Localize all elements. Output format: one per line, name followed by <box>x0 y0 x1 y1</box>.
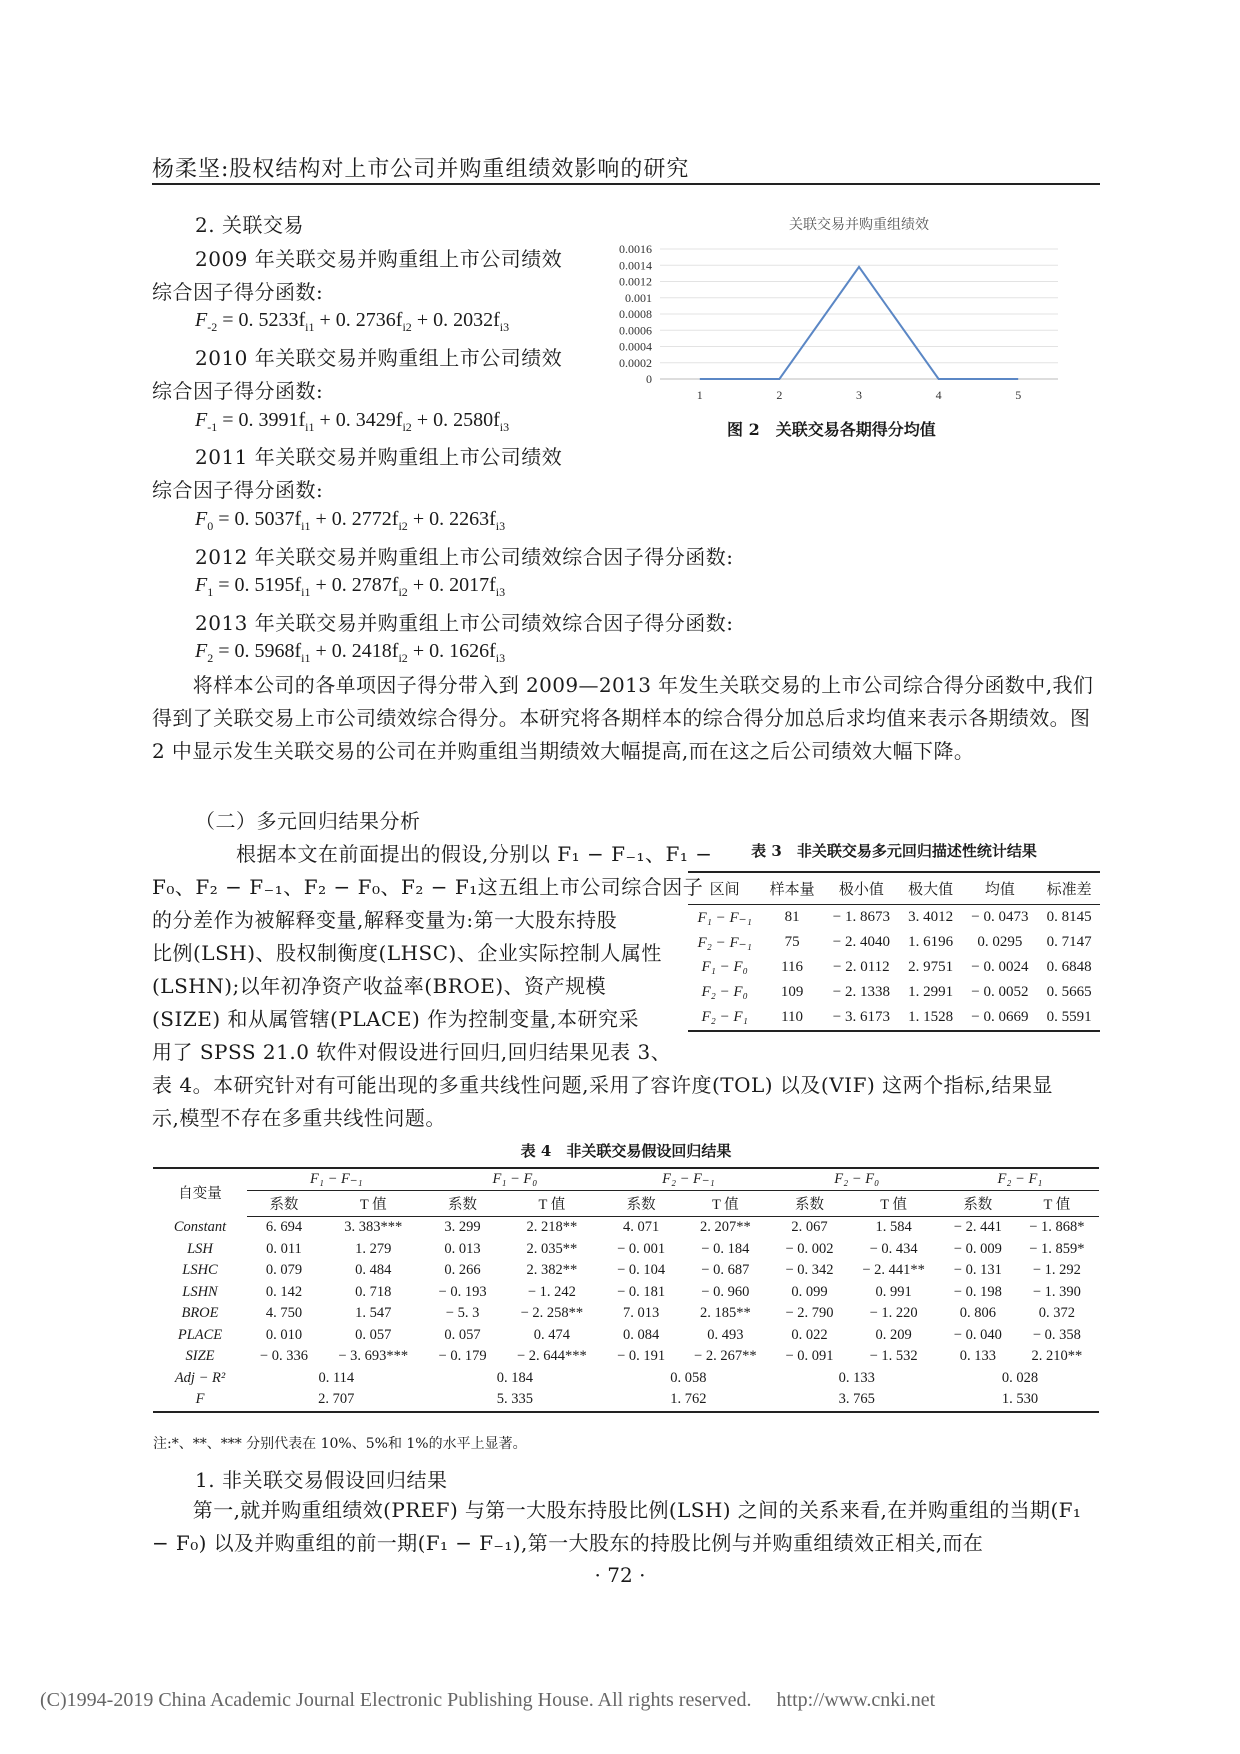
text-2011-b: 综合因子得分函数: <box>152 478 324 502</box>
table3-cell: − 3. 6173 <box>823 1005 900 1031</box>
table4-cell: 0. 057 <box>355 1326 392 1343</box>
table3-header-3: 极大值 <box>900 872 962 905</box>
table4-cell: 5. 335 <box>426 1389 605 1412</box>
text-2010: 2010 年关联交易并购重组上市公司绩效 <box>195 346 563 370</box>
table4-cell: − 2. 258** <box>520 1305 584 1322</box>
table3-header-2: 极小值 <box>823 872 900 905</box>
table3-cell: 0. 5591 <box>1038 1005 1100 1031</box>
table3-cell: 0. 5665 <box>1046 984 1092 1000</box>
table4-cell: − 2. 267** <box>694 1348 757 1365</box>
table3-cell: − 0. 0052 <box>971 984 1029 1000</box>
table3-cell: 1. 6196 <box>908 934 954 950</box>
table4-cell: 0. 099 <box>791 1283 828 1300</box>
table4-cell: 0. 133 <box>838 1369 875 1386</box>
figure-caption: 图 2 关联交易各期得分均值 <box>727 420 936 439</box>
table4-cell: 2. 207** <box>699 1219 751 1236</box>
table4-cell: 0. 084 <box>623 1326 660 1343</box>
table4-cell: − 0. 179 <box>438 1348 487 1365</box>
table3-cell: F₂ − F₀ <box>701 984 748 1000</box>
table4-cell: 2. 218** <box>526 1219 578 1236</box>
table4-cell: − 0. 687 <box>701 1262 750 1279</box>
table4-cell: 0. 806 <box>959 1305 996 1322</box>
table4-cell: 4. 071 <box>623 1219 660 1236</box>
x-tick-label: 1 <box>696 388 703 402</box>
table3-cell: − 0. 0024 <box>971 959 1029 975</box>
table4-cell: − 2. 644*** <box>516 1348 587 1365</box>
x-tick-label: 3 <box>856 388 862 402</box>
table4-cell: 0. 013 <box>444 1240 481 1257</box>
table4-cell: 0. 022 <box>791 1326 828 1343</box>
table4-cell: LSH <box>187 1240 213 1257</box>
formula-2009: $F_{-2} = 0$. $5233f_{i1} + 0$. $2736f_{i2} + 0$. $2032f_{i3}$ <box>195 309 510 334</box>
table3-header-5: 标准差 <box>1038 872 1100 905</box>
x-tick-label: 2 <box>776 388 783 402</box>
table4-sub-header: T 值 <box>1015 1191 1099 1217</box>
table4 <box>153 1167 1099 1413</box>
table4-cell: BROE <box>181 1305 219 1322</box>
table4-cell: 4. 750 <box>265 1305 303 1322</box>
table4-note: 注:*、**、*** 分别代表在 10%、5%和 1%的水平上显著。 <box>153 1436 527 1452</box>
formula-2013: $F_2 = 0$. $5968f_{i1} + 0$. $2418f_{i2} + 0$. $1626f_{i3}$ <box>195 640 506 665</box>
table3-header-4: 均值 <box>961 872 1038 905</box>
table3-cell: F₁ − F₀ <box>701 959 748 975</box>
table4-cell: Constant <box>173 1219 227 1235</box>
table3-header-1: 样本量 <box>761 872 823 905</box>
table4-sub-header: T 值 <box>499 1191 604 1217</box>
table3-cell: − 0. 0473 <box>971 909 1029 925</box>
table4-cell: − 0. 009 <box>953 1240 1002 1257</box>
table4-cell: 3. 299 <box>444 1219 481 1236</box>
table4-sub-header: T 值 <box>846 1191 940 1217</box>
table4-sub-header: 系数 <box>426 1191 500 1217</box>
paragraph-summary: 将样本公司的各单项因子得分带入到 2009—2013 年发生关联交易的上市公司综合得分函数中,我们得到了关联交易上市公司绩效综合得分。本研究将各期样本的综合得分加总后求均值来表示各期绩效。图 2 中显示发生关联交易的公司在并购重组当期绩效大幅提高,而在这之后公司绩效大幅下降。 <box>152 673 1094 763</box>
section2-line6: (SIZE) 和从属管辖(PLACE) 作为控制变量,本研究采 <box>152 1007 639 1031</box>
table3-cell: F₁ − F₋₁ <box>697 910 752 926</box>
table-row <box>688 1005 1100 1031</box>
text-2009-b: 综合因子得分函数: <box>152 280 324 304</box>
table4-cell: Adj − R² <box>174 1369 226 1386</box>
table3-cell: 110 <box>761 1005 823 1031</box>
table-row <box>153 1303 1099 1325</box>
table4-var-header: 自变量 <box>153 1168 247 1217</box>
line-chart <box>598 215 1068 415</box>
running-header: 杨柔坚:股权结构对上市公司并购重组绩效影响的研究 <box>152 157 690 182</box>
table4-cell: − 0. 193 <box>438 1283 487 1300</box>
table4-sub-header: 系数 <box>604 1191 678 1217</box>
table4-cell: − 1. 242 <box>527 1283 576 1300</box>
table4-cell: − 2. 441 <box>953 1219 1002 1236</box>
table4-cell: − 1. 532 <box>869 1348 918 1365</box>
table3-cell: 109 <box>780 984 804 1000</box>
table4-cell: 0. 133 <box>959 1348 996 1365</box>
section2-line8: 表 4。本研究针对有可能出现的多重共线性问题,采用了容许度(TOL) 以及(VIF) 这两个指标,结果显 <box>152 1073 1053 1097</box>
table3-cell: 2. 9751 <box>908 959 954 975</box>
y-tick-label: 0.0016 <box>619 242 652 256</box>
table4-cell: 0. 011 <box>266 1240 302 1257</box>
table4-cell: − 0. 181 <box>617 1283 666 1300</box>
series-line <box>700 267 1018 379</box>
table4-cell: 2. 035** <box>526 1240 578 1257</box>
table4-group-header: F₂ − F₋₁ <box>604 1168 772 1191</box>
table4-sub-header: T 值 <box>678 1191 772 1217</box>
table-row <box>153 1389 1099 1412</box>
section2-line1: 根据本文在前面提出的假设,分别以 F₁ − F₋₁、F₁ − <box>195 842 713 866</box>
section2-line4: 比例(LSH)、股权制衡度(LHSC)、企业实际控制人属性 <box>152 941 662 965</box>
table4-cell: − 0. 184 <box>701 1240 750 1257</box>
header-rule <box>152 183 1100 185</box>
table-row <box>153 1217 1099 1239</box>
table4-group-header: F₂ − F₁ <box>941 1168 1099 1191</box>
table-row <box>688 980 1100 1005</box>
table4-sub-header: T 值 <box>321 1191 426 1217</box>
table3-cell: 81 <box>784 909 800 925</box>
page-number: · 72 · <box>594 1563 646 1587</box>
table4-cell: 2. 185** <box>699 1305 751 1322</box>
section2-line2: F₀、F₂ − F₋₁、F₂ − F₀、F₂ − F₁这五组上市公司综合因子 <box>152 875 704 899</box>
table4-cell: 1. 530 <box>941 1389 1099 1412</box>
table4-cell: − 0. 040 <box>953 1326 1002 1343</box>
table4-cell: 3. 383*** <box>344 1219 403 1236</box>
table3 <box>688 871 1100 1032</box>
table4-cell: − 1. 390 <box>1032 1283 1081 1300</box>
section-title: 2. 关联交易 <box>195 213 304 237</box>
table-row <box>688 905 1100 931</box>
table4-cell: − 0. 191 <box>617 1348 666 1365</box>
table4-cell: 0. 184 <box>496 1369 534 1386</box>
table3-cell: 0. 6848 <box>1046 959 1092 975</box>
table4-cell: 1. 547 <box>355 1305 392 1322</box>
table4-group-header: F₁ − F₀ <box>426 1168 605 1191</box>
y-tick-label: 0 <box>646 372 652 386</box>
table4-cell: − 5. 3 <box>445 1305 480 1322</box>
table4-group-header: F₂ − F₀ <box>773 1168 941 1191</box>
table4-cell: − 3. 693*** <box>338 1348 409 1365</box>
table3-cell: 75 <box>784 934 800 950</box>
table4-sub-header: 系数 <box>247 1191 321 1217</box>
table4-cell: 0. 493 <box>707 1326 744 1343</box>
table3-cell: 0. 8145 <box>1046 909 1092 925</box>
table4-cell: 2. 210** <box>1031 1348 1083 1365</box>
table4-cell: − 0. 001 <box>617 1240 666 1257</box>
y-tick-label: 0.0004 <box>619 339 652 354</box>
table4-cell: 3. 765 <box>773 1389 941 1412</box>
copyright-footer: (C)1994-2019 China Academic Journal Electronic Publishing House. All rights reserved. http://www.cnki.net <box>40 1689 936 1711</box>
table3-cell: − 2. 1338 <box>832 984 890 1000</box>
table4-caption: 表 4 非关联交易假设回归结果 <box>520 1142 732 1160</box>
table4-cell: LSHC <box>182 1262 218 1279</box>
table4-group-header: F₁ − F₋₁ <box>247 1168 426 1191</box>
table3-cell: 0. 7147 <box>1046 934 1092 950</box>
table4-cell: 0. 142 <box>265 1283 303 1300</box>
table4-cell: 2. 067 <box>791 1219 828 1236</box>
table4-cell: − 2. 790 <box>785 1305 834 1322</box>
table-row <box>153 1260 1099 1282</box>
table-row <box>153 1282 1099 1304</box>
table4-cell: 0. 010 <box>265 1326 303 1343</box>
table3-cell: F₂ − F₋₁ <box>697 935 752 951</box>
section2-line7: 用了 SPSS 21.0 软件对假设进行回归,回归结果见表 3、 <box>152 1040 672 1064</box>
table4-sub-header: 系数 <box>773 1191 847 1217</box>
table4-cell: − 1. 292 <box>1032 1262 1081 1279</box>
table4-cell: 2. 707 <box>247 1389 426 1412</box>
table4-cell: 0. 718 <box>355 1283 392 1300</box>
table4-cell: − 0. 198 <box>953 1283 1002 1300</box>
table3-caption: 表 3 非关联交易多元回归描述性统计结果 <box>751 842 1037 860</box>
section2-line5: (LSHN);以年初净资产收益率(BROE)、资产规模 <box>152 974 607 998</box>
table4-cell: 6. 694 <box>265 1219 303 1236</box>
table-row <box>153 1239 1099 1261</box>
section2-line9: 示,模型不存在多重共线性问题。 <box>152 1106 446 1130</box>
table4-cell: F <box>153 1389 247 1412</box>
table4-cell: − 0. 104 <box>617 1262 666 1279</box>
text-2009: 2009 年关联交易并购重组上市公司绩效 <box>195 247 563 271</box>
table4-cell: − 1. 859* <box>1029 1240 1085 1257</box>
table-row <box>153 1325 1099 1347</box>
table4-cell: 0. 484 <box>355 1262 392 1279</box>
table4-cell: SIZE <box>185 1348 215 1365</box>
table3-cell: 3. 4012 <box>908 909 954 925</box>
table4-cell: 0. 079 <box>265 1262 303 1279</box>
table4-cell: − 0. 091 <box>785 1348 834 1365</box>
table4-cell: 0. 058 <box>670 1369 707 1386</box>
table4-cell: 1. 584 <box>875 1219 912 1236</box>
table4-cell: − 0. 131 <box>953 1262 1002 1279</box>
text-2010-b: 综合因子得分函数: <box>152 379 324 403</box>
table3-cell: − 0. 0669 <box>961 1005 1038 1031</box>
table4-sub-header: 系数 <box>941 1191 1015 1217</box>
chart-title: 关联交易并购重组绩效 <box>789 217 929 233</box>
table4-cell: − 0. 960 <box>701 1283 750 1300</box>
table4-cell: 0. 474 <box>533 1326 570 1343</box>
y-tick-label: 0.001 <box>625 290 652 305</box>
formula-2011: $F_0 = 0$. $5037f_{i1} + 0$. $2772f_{i2} + 0$. $2263f_{i3}$ <box>195 508 506 533</box>
table4-cell: − 0. 358 <box>1032 1326 1081 1343</box>
table4-cell: − 1. 868* <box>1029 1219 1085 1236</box>
formula-2012: $F_1 = 0$. $5195f_{i1} + 0$. $2787f_{i2} + 0$. $2017f_{i3}$ <box>195 574 506 599</box>
table4-cell: 0. 372 <box>1038 1305 1075 1322</box>
table4-cell: 0. 991 <box>875 1283 912 1300</box>
table4-cell: − 0. 434 <box>869 1240 918 1257</box>
section3-paragraph: 第一,就并购重组绩效(PREF) 与第一大股东持股比例(LSH) 之间的关系来看,在并购重组的当期(F₁ − F₀) 以及并购重组的前一期(F₁ − F₋₁),第一大股东的持股比例与并购重组绩效正相关,而在 <box>152 1498 1082 1555</box>
table4-cell: 0. 028 <box>1001 1369 1039 1386</box>
table-row <box>688 930 1100 955</box>
table3-cell: 1. 1528 <box>900 1005 962 1031</box>
table3-header-0: 区间 <box>688 872 761 905</box>
y-tick-label: 0.0014 <box>619 258 652 273</box>
table3-cell: − 1. 8673 <box>832 909 890 925</box>
table3-cell: F₂ − F₁ <box>688 1005 761 1031</box>
x-tick-label: 5 <box>1015 388 1022 402</box>
table4-cell: PLACE <box>177 1326 223 1343</box>
table3-cell: 116 <box>781 959 804 975</box>
table-row <box>153 1346 1099 1368</box>
table-row <box>688 955 1100 980</box>
table4-cell: − 0. 002 <box>785 1240 834 1257</box>
table4-cell: − 1. 220 <box>869 1305 918 1322</box>
table4-cell: 7. 013 <box>623 1305 660 1322</box>
table4-cell: 0. 266 <box>444 1262 481 1279</box>
table4-cell: 0. 057 <box>444 1326 481 1343</box>
table4-cell: 1. 279 <box>355 1240 392 1257</box>
section2-line3: 的分差作为被解释变量,解释变量为:第一大股东持股 <box>152 908 618 932</box>
y-tick-label: 0.0012 <box>619 274 652 289</box>
section2-title: （二）多元回归结果分析 <box>195 809 421 833</box>
formula-2010: $F_{-1} = 0$. $3991f_{i1} + 0$. $3429f_{i2} + 0$. $2580f_{i3}$ <box>195 409 510 434</box>
text-2012: 2012 年关联交易并购重组上市公司绩效综合因子得分函数: <box>195 545 734 569</box>
section3-title: 1. 非关联交易假设回归结果 <box>195 1468 448 1492</box>
table4-cell: 0. 114 <box>318 1369 355 1386</box>
text-2013: 2013 年关联交易并购重组上市公司绩效综合因子得分函数: <box>195 611 734 635</box>
y-tick-label: 0.0002 <box>619 355 652 370</box>
table4-cell: − 0. 336 <box>259 1348 308 1365</box>
y-tick-label: 0.0008 <box>619 307 652 321</box>
table4-cell: − 2. 441** <box>862 1262 925 1279</box>
table3-cell: 1. 2991 <box>908 984 954 1000</box>
table3-cell: 0. 0295 <box>977 934 1023 950</box>
y-tick-label: 0.0006 <box>619 323 652 338</box>
table4-cell: LSHN <box>182 1283 218 1300</box>
x-tick-label: 4 <box>935 388 942 402</box>
table4-cell: − 0. 342 <box>785 1262 834 1279</box>
table3-cell: − 2. 4040 <box>832 934 890 950</box>
table4-cell: 2. 382** <box>526 1262 578 1279</box>
text-2011: 2011 年关联交易并购重组上市公司绩效 <box>195 445 563 469</box>
table4-cell: 0. 209 <box>875 1326 912 1343</box>
table3-cell: − 2. 0112 <box>833 959 890 975</box>
table-row <box>153 1368 1099 1390</box>
table4-cell: 1. 762 <box>604 1389 772 1412</box>
